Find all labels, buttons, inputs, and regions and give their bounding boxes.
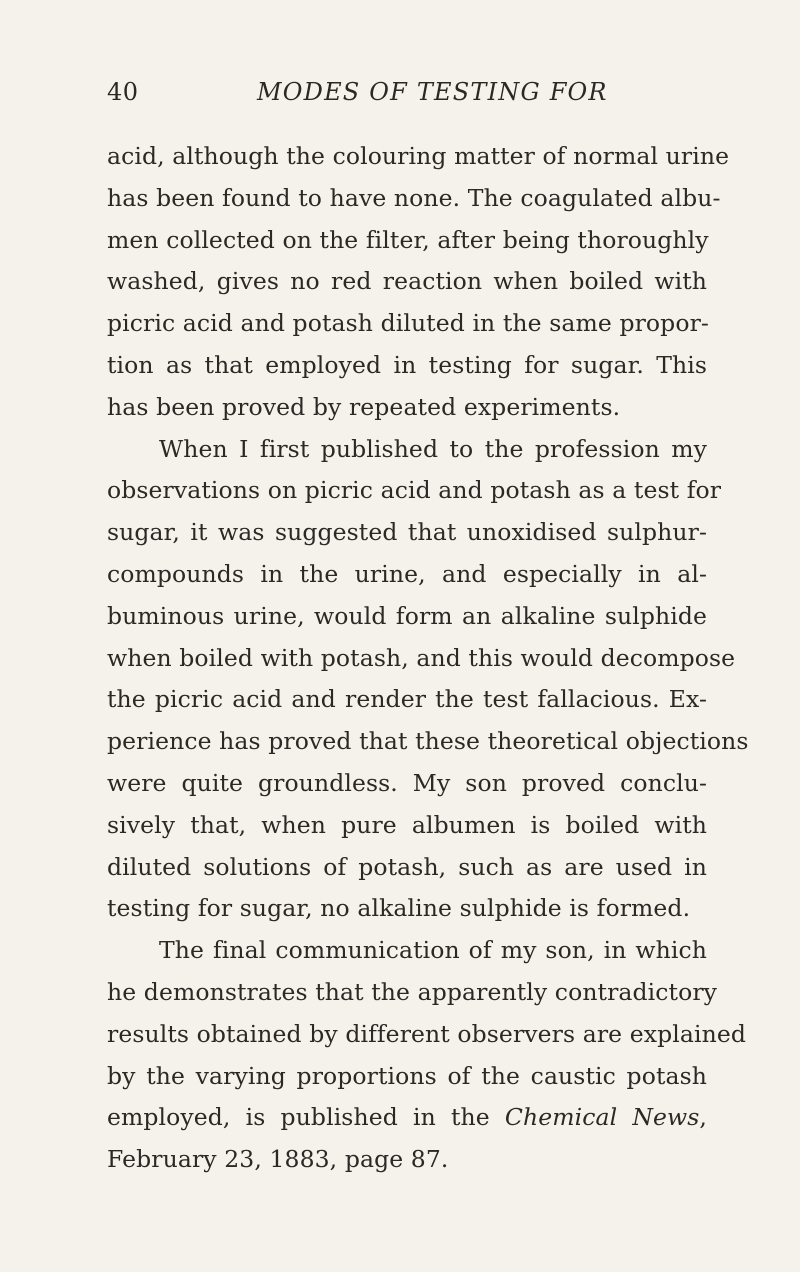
text-line: observations on picric acid and potash as a test for xyxy=(107,476,722,505)
text-line: compounds in the urine, and especially in al- xyxy=(107,559,707,588)
text-line: when boiled with potash, and this would decompose xyxy=(107,643,736,672)
text-line: acid, although the colouring matter of normal urine xyxy=(107,142,730,170)
text-line: buminous urine, would form an alkaline sulphide xyxy=(107,601,707,630)
text-line: sively that, when pure albumen is boiled with xyxy=(107,810,707,839)
text-line: he demonstrates that the apparently contradictory xyxy=(107,977,718,1006)
text-line: perience has proved that these theoretical objections xyxy=(107,727,749,756)
text-segment: , xyxy=(699,1103,707,1132)
text-line: results obtained by different observers are explained xyxy=(107,1019,746,1048)
text-line: picric acid and potash diluted in the same propor- xyxy=(107,309,709,338)
text-line: tion as that employed in testing for sugar. This xyxy=(107,350,707,379)
text-line: has been found to have none. The coagulated albu- xyxy=(107,183,721,212)
text-line: by the varying proportions of the caustic potash xyxy=(107,1061,707,1090)
text-line: testing for sugar, no alkaline sulphide is formed. xyxy=(107,894,691,923)
text-line: washed, gives no red reaction when boiled with xyxy=(107,267,707,296)
page-number: 40 xyxy=(107,78,139,106)
text-segment: employed, is published in the xyxy=(107,1103,505,1132)
body-text xyxy=(107,136,749,1181)
text-line: diluted solutions of potash, such as are used in xyxy=(107,852,707,881)
text-line: were quite groundless. My son proved conclu- xyxy=(107,768,707,797)
text-line: sugar, it was suggested that unoxidised sulphur- xyxy=(107,518,707,547)
paragraph-start-line: The final communication of my son, in which xyxy=(159,936,707,965)
journal-title: Chemical News xyxy=(504,1103,700,1132)
paragraph-start-line: When I first published to the profession my xyxy=(159,434,707,463)
text-line: men collected on the filter, after being thoroughly xyxy=(107,225,709,254)
page-header xyxy=(0,78,800,118)
text-line: February 23, 1883, page 87. xyxy=(107,1145,449,1174)
text-line: has been proved by repeated experiments. xyxy=(107,392,621,421)
running-head: MODES OF TESTING FOR xyxy=(257,78,608,106)
text-line: the picric acid and render the test fallacious. Ex- xyxy=(107,685,707,714)
text-line-with-citation xyxy=(107,1097,707,1139)
